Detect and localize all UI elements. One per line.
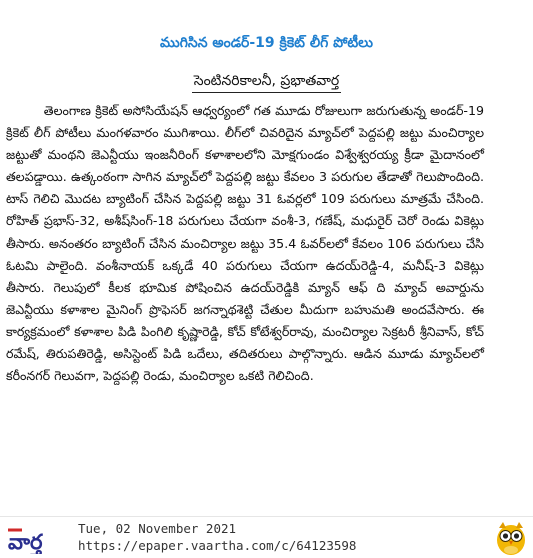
article-headline: ముగిసిన అండర్‌-19 క్రికెట్ లీగ్ పోటీలు xyxy=(160,35,373,51)
epaper-footer xyxy=(0,516,533,558)
logo-text: వార్త xyxy=(8,530,43,554)
article-paragraph: తెలంగాణ క్రికెట్ అసోసియేషన్ ఆధ్వర్యంలో గత మూడు రోజులుగా జరుగుతున్న అండర్-19 క్రికెట్ లీగ్ పోటీలు మంగళవారం ముగిశాయి. లీగ్‌లో చివరిదైన మ్యాచ్‌లో పెద్దపల్లి జట్టు మంచిర్యాల జట్టుతో మంథని జెఎన్టీయు ఇంజనీరింగ్ కళాశాలలోని మోక్షగుండం విశ్వేశ్వరయ్య క్రీడా మైదానంలో తలపడ్డాయి. ఉత్కంఠంగా సాగిన మ్యాచ్‌లో పెద్దపల్లి జట్టు కేవలం 3 పరుగుల తేడాతో గెలుపొందింది. టాస్ గెలిచి మొదట బ్యాటింగ్ చేసిన పెద్దపల్లి జట్టు 31 ఓవర్లలో 109 పరుగులు మాత్రమే చేసింది. రోహిత్ ప్రభాస్-32, అశీష్‌సింగ్-18 పరుగులు చేయగా వంశీ-3, గణేష్, మధురైర్ చెరో రెండు వికెట్లు తీసారు. అనంతరం బ్యాటింగ్ చేసిన మంచిర్యాల జట్టు 35.4 ఓవర్‌లలో కేవలం 106 పరుగులు చేసి ఓటమి పాలైంది. వంశీనాయక్ ఒక్కడే 40 పరుగులు చేయగా ఉదయ్‌రెడ్డి-4, మనీష్-3 వికెట్లు తీసారు. గెలుపులో కీలక భూమిక పోషించిన ఉదయ్‌రెడ్డికి మ్యాన్ ఆఫ్ ది మ్యాచ్ అవార్డును జెఎన్టీయు కళాశాల మైనింగ్ ప్రొఫెసర్ జగన్నాథశెట్టి చేతుల మీదుగా బహుమతి అందవేసారు. ఈ కార్యక్రమంలో కళాశాల పిడి పింగిలి కృష్ణారెడ్డి, కోచ్ కోటేశ్వర్‌రావు, మంచిర్యాల సెక్రటరీ శ్రీనివాస్, కోచ్ రమేష్, తిరుపతిరెడ్డి, అసిస్టెంట్ పిడి ఒదేలు, తదితరులు పాల్గొన్నారు. ఆడిన మూడు మ్యాచ్‌లలో కరీంనగర్ గెలువగా, పెద్దపల్లి రెండు, మంచిర్యాల ఒకటి గెలిచింది. xyxy=(6,103,484,384)
vaartha-logo[interactable] xyxy=(4,522,72,554)
footer-meta xyxy=(78,520,356,554)
article-byline: సెంటినరికాలనీ, ప్రభాతవార్త xyxy=(192,71,341,93)
clip-url[interactable]: https://epaper.vaartha.com/c/64123598 xyxy=(78,538,357,553)
byline-container xyxy=(0,70,533,93)
owl-mascot-icon xyxy=(494,520,528,556)
publish-date: Tue, 02 November 2021 xyxy=(78,521,237,536)
article-body xyxy=(6,100,484,387)
